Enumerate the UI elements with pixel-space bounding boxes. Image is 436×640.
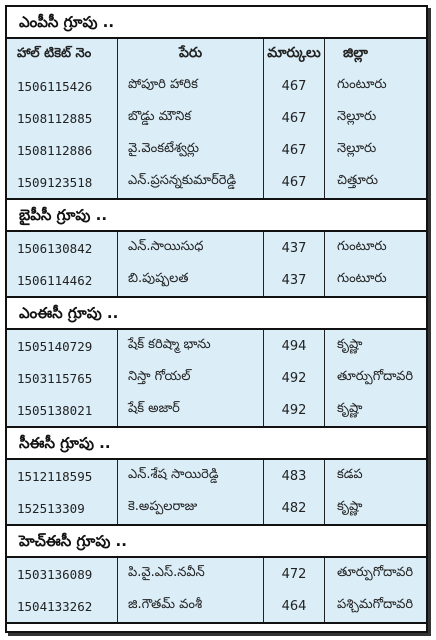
student-name: ఎన్.సాయిసుధ bbox=[117, 232, 263, 264]
student-name: వై.వెంకటేశ్వర్లు bbox=[117, 134, 263, 166]
district-name: కృష్ణా bbox=[324, 330, 426, 362]
hall-ticket-number: 1512118595 bbox=[17, 468, 93, 484]
marks-value: 437 bbox=[263, 264, 324, 296]
student-name: జి.గౌతమ్ వంశీ bbox=[117, 590, 263, 622]
district-name: తూర్పుగోదావరి bbox=[324, 558, 426, 590]
marks-value: 467 bbox=[263, 102, 324, 134]
district-name: గుంటూరు bbox=[324, 232, 426, 264]
student-name: ఎన్.శేష సాయిరెడ్డి bbox=[117, 460, 263, 492]
table-row bbox=[7, 558, 426, 590]
table-row bbox=[7, 70, 426, 102]
district-name: కడప bbox=[324, 460, 426, 492]
group-section bbox=[7, 7, 426, 200]
header-hall-ticket: హాల్ టికెట్ నెం bbox=[17, 45, 92, 61]
district-name: నెల్లూరు bbox=[324, 134, 426, 166]
table-row bbox=[7, 460, 426, 492]
marks-value: 467 bbox=[263, 70, 324, 102]
group-title: సీఈసీ గ్రూపు .. bbox=[7, 428, 426, 460]
marks-value: 492 bbox=[263, 362, 324, 394]
district-name: పశ్చిమగోదావరి bbox=[324, 590, 426, 622]
table-row bbox=[7, 330, 426, 362]
group-title: ఎంఈసీ గ్రూపు .. bbox=[7, 298, 426, 330]
table-row bbox=[7, 264, 426, 296]
group-section bbox=[7, 200, 426, 298]
marks-value: 472 bbox=[263, 558, 324, 590]
hall-ticket-number: 1505140729 bbox=[17, 338, 93, 354]
marks-value: 492 bbox=[263, 394, 324, 426]
group-section bbox=[7, 298, 426, 428]
results-table bbox=[7, 460, 426, 526]
table-row bbox=[7, 232, 426, 264]
hall-ticket-number: 1506130842 bbox=[17, 240, 93, 256]
marks-value: 467 bbox=[263, 166, 324, 198]
hall-ticket-number: 1503115765 bbox=[17, 370, 93, 386]
marks-value: 483 bbox=[263, 460, 324, 492]
results-document bbox=[5, 5, 428, 633]
marks-value: 494 bbox=[263, 330, 324, 362]
marks-value: 467 bbox=[263, 134, 324, 166]
header-district: జిల్లా bbox=[324, 39, 426, 70]
table-row bbox=[7, 166, 426, 198]
group-title: బైపీసీ గ్రూపు .. bbox=[7, 200, 426, 232]
table-row bbox=[7, 362, 426, 394]
hall-ticket-number: 1505138021 bbox=[17, 402, 93, 418]
hall-ticket-number: 1508112886 bbox=[17, 142, 93, 158]
student-name: పి.వై.ఎస్.నవీన్ bbox=[117, 558, 263, 590]
results-table bbox=[7, 39, 426, 200]
district-name: నెల్లూరు bbox=[324, 102, 426, 134]
table-row bbox=[7, 102, 426, 134]
results-table bbox=[7, 232, 426, 298]
table-row bbox=[7, 394, 426, 426]
student-name: పోపూరి హారిక bbox=[117, 70, 263, 102]
table-row bbox=[7, 492, 426, 524]
group-section bbox=[7, 526, 426, 624]
hall-ticket-number: 1508112885 bbox=[17, 110, 93, 126]
student-name: బొడ్డు మౌనిక bbox=[117, 102, 263, 134]
district-name: కృష్ణా bbox=[324, 492, 426, 524]
hall-ticket-number: 1509123518 bbox=[17, 174, 93, 190]
hall-ticket-number: 1506114462 bbox=[17, 272, 93, 288]
hall-ticket-number: 152513309 bbox=[17, 500, 85, 516]
marks-value: 482 bbox=[263, 492, 324, 524]
hall-ticket-number: 1504133262 bbox=[17, 598, 93, 614]
group-section bbox=[7, 428, 426, 526]
student-name: నిస్తా గోయల్ bbox=[117, 362, 263, 394]
header-marks: మార్కులు bbox=[263, 39, 324, 70]
student-name: షేక్ అజార్ bbox=[117, 394, 263, 426]
header-name: పేరు bbox=[117, 39, 263, 70]
marks-value: 464 bbox=[263, 590, 324, 622]
marks-value: 437 bbox=[263, 232, 324, 264]
student-name: కె.అప్పలరాజు bbox=[117, 492, 263, 524]
group-title: ఎంపీసీ గ్రూపు .. bbox=[7, 7, 426, 39]
results-table bbox=[7, 330, 426, 428]
district-name: చిత్తూరు bbox=[324, 166, 426, 198]
hall-ticket-number: 1506115426 bbox=[17, 78, 93, 94]
district-name: గుంటూరు bbox=[324, 70, 426, 102]
district-name: కృష్ణా bbox=[324, 394, 426, 426]
table-row bbox=[7, 590, 426, 622]
student-name: బి.పుష్పలత bbox=[117, 264, 263, 296]
district-name: గుంటూరు bbox=[324, 264, 426, 296]
group-title: హెచ్ఈసీ గ్రూపు .. bbox=[7, 526, 426, 558]
table-header-row bbox=[7, 39, 426, 70]
student-name: ఎన్.ప్రసన్నకుమార్‌రెడ్డి bbox=[117, 166, 263, 198]
district-name: తూర్పుగోదావరి bbox=[324, 362, 426, 394]
results-table bbox=[7, 558, 426, 624]
results-content bbox=[7, 7, 426, 624]
table-row bbox=[7, 134, 426, 166]
student-name: షేక్ కరిష్మా భాను bbox=[117, 330, 263, 362]
hall-ticket-number: 1503136089 bbox=[17, 566, 93, 582]
